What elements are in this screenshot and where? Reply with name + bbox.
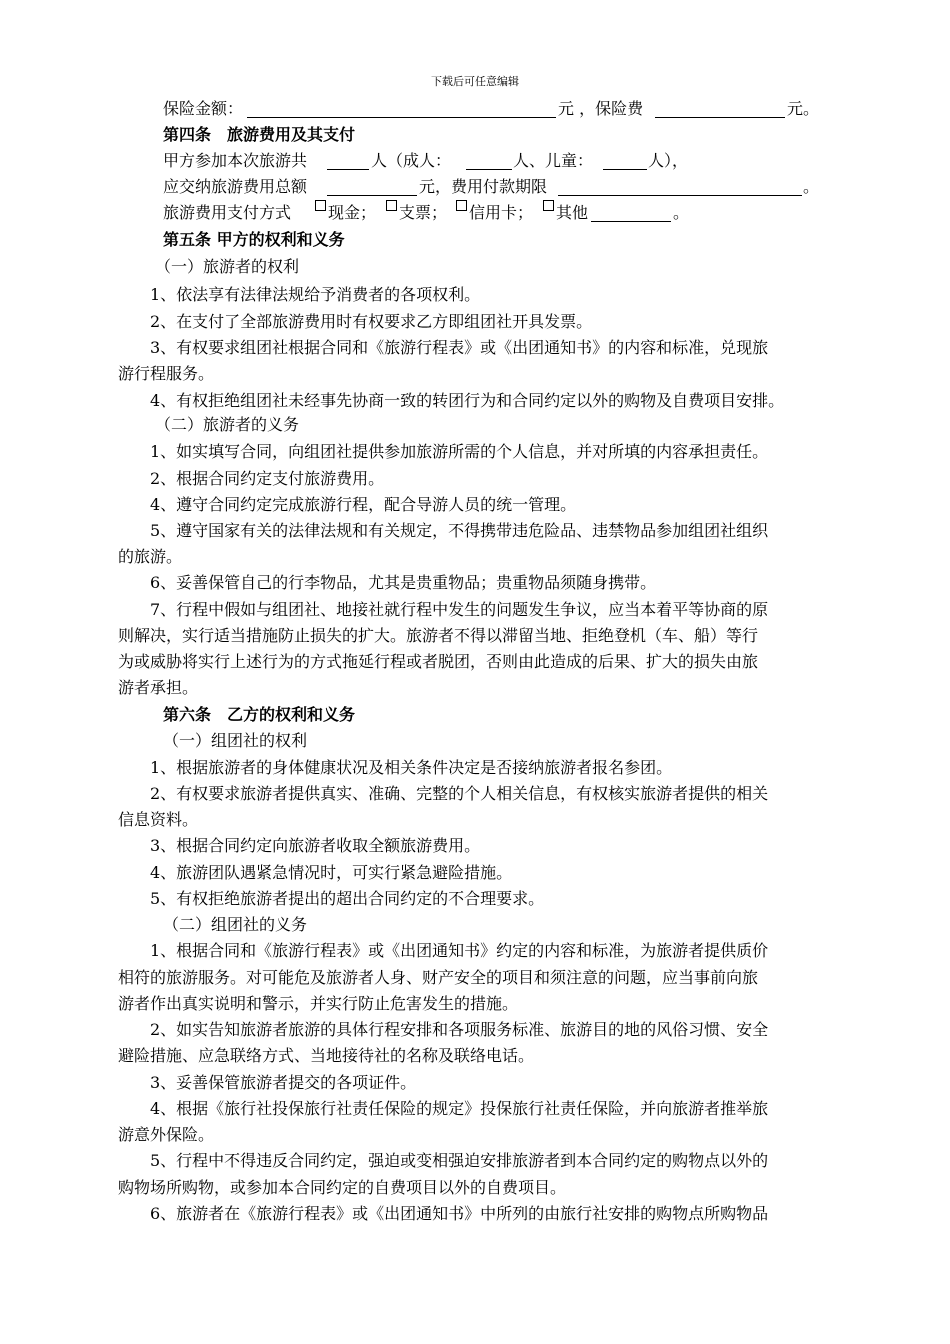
total-people-blank[interactable] [327, 148, 369, 170]
text-run: 第六条 乙方的权利和义务 [163, 705, 356, 724]
art5-r3a [0, 335, 950, 361]
text-run: 相符的旅游服务。对可能危及旅游者人身、财产安全的项目和须注意的问题，应当事前向旅 [118, 968, 759, 987]
art6-rights-head [0, 728, 950, 754]
art6-d2a [0, 1017, 950, 1043]
text-run: 应交纳旅游费用总额 [163, 177, 308, 196]
text-run: 2、如实告知旅游者旅游的具体行程安排和各项服务标准、旅游目的地的风俗习惯、安全 [150, 1020, 769, 1039]
art6-d2b [0, 1043, 950, 1069]
text-run: 1、根据旅游者的身体健康状况及相关条件决定是否接纳旅游者报名参团。 [150, 758, 673, 777]
text-run: 1、如实填写合同，向组团社提供参加旅游所需的个人信息，并对所填的内容承担责任。 [150, 442, 769, 461]
art6-r2a [0, 781, 950, 807]
children-blank[interactable] [603, 148, 647, 170]
text-run: 则解决，实行适当措施防止损失的扩大。旅游者不得以滞留当地、拒绝登机（车、船）等行 [118, 626, 759, 645]
text-run: 4、有权拒绝组团社未经事先协商一致的转团行为和合同约定以外的购物及自费项目安排。 [150, 391, 785, 410]
article-6-title [0, 702, 950, 728]
text-run: 游者承担。 [118, 678, 199, 697]
text-run: 第五条 甲方的权利和义务 [163, 230, 345, 249]
art6-d1c [0, 991, 950, 1017]
text-run: 其他 [556, 203, 589, 222]
text-run: 。 [673, 203, 690, 222]
text-run: （一）旅游者的权利 [155, 257, 300, 276]
art6-r4 [0, 860, 950, 886]
art6-r5 [0, 886, 950, 912]
art5-d5b [0, 544, 950, 570]
header-watermark: 下载后可任意编辑 [431, 75, 519, 88]
text-run: （二）组团社的义务 [163, 915, 308, 934]
text-run: 现金； [328, 203, 377, 222]
art5-duties-head [0, 412, 950, 438]
checkbox-cash[interactable] [315, 200, 326, 211]
text-run: 游行程服务。 [118, 364, 215, 383]
text-run: 旅游费用支付方式 [163, 203, 292, 222]
text-run: 避险措施、应急联络方式、当地接待社的名称及联络电话。 [118, 1046, 535, 1065]
text-run: 2、有权要求旅游者提供真实、准确、完整的个人相关信息，有权核实旅游者提供的相关 [150, 784, 769, 803]
payment-deadline-blank[interactable] [558, 174, 802, 196]
insurance-unit-1: 元 ，保险费 [558, 99, 644, 118]
text-run: （一）组团社的权利 [163, 731, 308, 750]
article-4-title [0, 122, 950, 148]
text-run: 的旅游。 [118, 547, 183, 566]
text-run: 购物场所购物，或参加本合同约定的自费项目以外的自费项目。 [118, 1178, 567, 1197]
text-run: 3、有权要求组团社根据合同和《旅游行程表》或《出团通知书》的内容和标准，兑现旅 [150, 338, 769, 357]
art5-d7c [0, 649, 950, 675]
insurance-amount-label: 保险金额： [163, 99, 244, 118]
insurance-unit-2: 元。 [787, 99, 820, 118]
art6-d4b [0, 1122, 950, 1148]
checkbox-credit-card[interactable] [456, 200, 467, 211]
art6-d1b [0, 965, 950, 991]
article-4-line-3 [0, 200, 950, 226]
art5-d1 [0, 439, 950, 465]
art5-d2 [0, 466, 950, 492]
article-4-line-2 [0, 174, 950, 200]
art5-r1 [0, 282, 950, 308]
text-run: 7、行程中假如与组团社、地接社就行程中发生的问题发生争议，应当本着平等协商的原 [150, 600, 769, 619]
art5-rights-head [0, 254, 950, 280]
text-run: 甲方参加本次旅游共 [163, 151, 308, 170]
art6-d6a [0, 1201, 950, 1227]
insurance-amount-blank[interactable] [247, 96, 556, 118]
art6-r1 [0, 755, 950, 781]
text-run: 6、妥善保管自己的行李物品，尤其是贵重物品；贵重物品须随身携带。 [150, 573, 657, 592]
art5-r3b [0, 361, 950, 387]
article-5-title [0, 227, 950, 253]
text-run: （二）旅游者的义务 [155, 415, 300, 434]
total-fee-blank[interactable] [327, 174, 417, 196]
text-run: 2、根据合同约定支付旅游费用。 [150, 469, 385, 488]
text-run: 4、旅游团队遇紧急情况时，可实行紧急避险措施。 [150, 863, 513, 882]
text-run: 4、根据《旅行社投保旅行社责任保险的规定》投保旅行社责任保险，并向旅游者推举旅 [150, 1099, 769, 1118]
art5-d6 [0, 570, 950, 596]
art5-d5a [0, 518, 950, 544]
text-run: 5、行程中不得违反合同约定，强迫或变相强迫安排旅游者到本合同约定的购物点以外的 [150, 1151, 769, 1170]
art5-d7b [0, 623, 950, 649]
text-run: 人、儿童： [513, 151, 594, 170]
text-run: 元，费用付款期限 [419, 177, 548, 196]
art5-r2 [0, 309, 950, 335]
text-run: 6、旅游者在《旅游行程表》或《出团通知书》中所列的由旅行社安排的购物点所购物品 [150, 1204, 769, 1223]
text-run: 1、依法享有法律法规给予消费者的各项权利。 [150, 285, 481, 304]
art5-r4 [0, 388, 950, 414]
text-run: 第四条 旅游费用及其支付 [163, 125, 356, 144]
text-run: 4、遵守合同约定完成旅游行程，配合导游人员的统一管理。 [150, 495, 577, 514]
other-method-blank[interactable] [591, 200, 671, 222]
checkbox-cheque[interactable] [386, 200, 397, 211]
article-4-line-1 [0, 148, 950, 174]
text-run: 3、根据合同约定向旅游者收取全额旅游费用。 [150, 836, 481, 855]
art6-d1a [0, 938, 950, 964]
text-run: 游者作出真实说明和警示，并实行防止危害发生的措施。 [118, 994, 519, 1013]
art6-duties-head [0, 912, 950, 938]
art6-d5a [0, 1148, 950, 1174]
art5-d7a [0, 597, 950, 623]
art6-r3 [0, 833, 950, 859]
text-run: 信用卡； [469, 203, 534, 222]
text-run: 人）， [648, 151, 689, 170]
text-run: 5、遵守国家有关的法律法规和有关规定，不得携带违危险品、违禁物品参加组团社组织 [150, 521, 769, 540]
art6-d4a [0, 1096, 950, 1122]
checkbox-other[interactable] [543, 200, 554, 211]
text-run: 3、妥善保管旅游者提交的各项证件。 [150, 1073, 417, 1092]
text-run: 支票； [399, 203, 448, 222]
text-run: 1、根据合同和《旅游行程表》或《出团通知书》约定的内容和标准，为旅游者提供质价 [150, 941, 769, 960]
text-run: 游意外保险。 [118, 1125, 215, 1144]
art5-d7d [0, 675, 950, 701]
text-run: 为或威胁将实行上述行为的方式拖延行程或者脱团，否则由此造成的后果、扩大的损失由旅 [118, 652, 759, 671]
art6-d3 [0, 1070, 950, 1096]
text-run: 2、在支付了全部旅游费用时有权要求乙方即组团社开具发票。 [150, 312, 593, 331]
insurance-line [0, 96, 950, 122]
text-run: 人（成人： [371, 151, 452, 170]
text-run: 信息资料。 [118, 810, 199, 829]
text-run: 。 [803, 177, 820, 196]
art6-r2b [0, 807, 950, 833]
art5-d4 [0, 492, 950, 518]
insurance-premium-blank[interactable] [655, 96, 785, 118]
text-run: 5、有权拒绝旅游者提出的超出合同约定的不合理要求。 [150, 889, 545, 908]
adults-blank[interactable] [466, 148, 512, 170]
art6-d5b [0, 1175, 950, 1201]
